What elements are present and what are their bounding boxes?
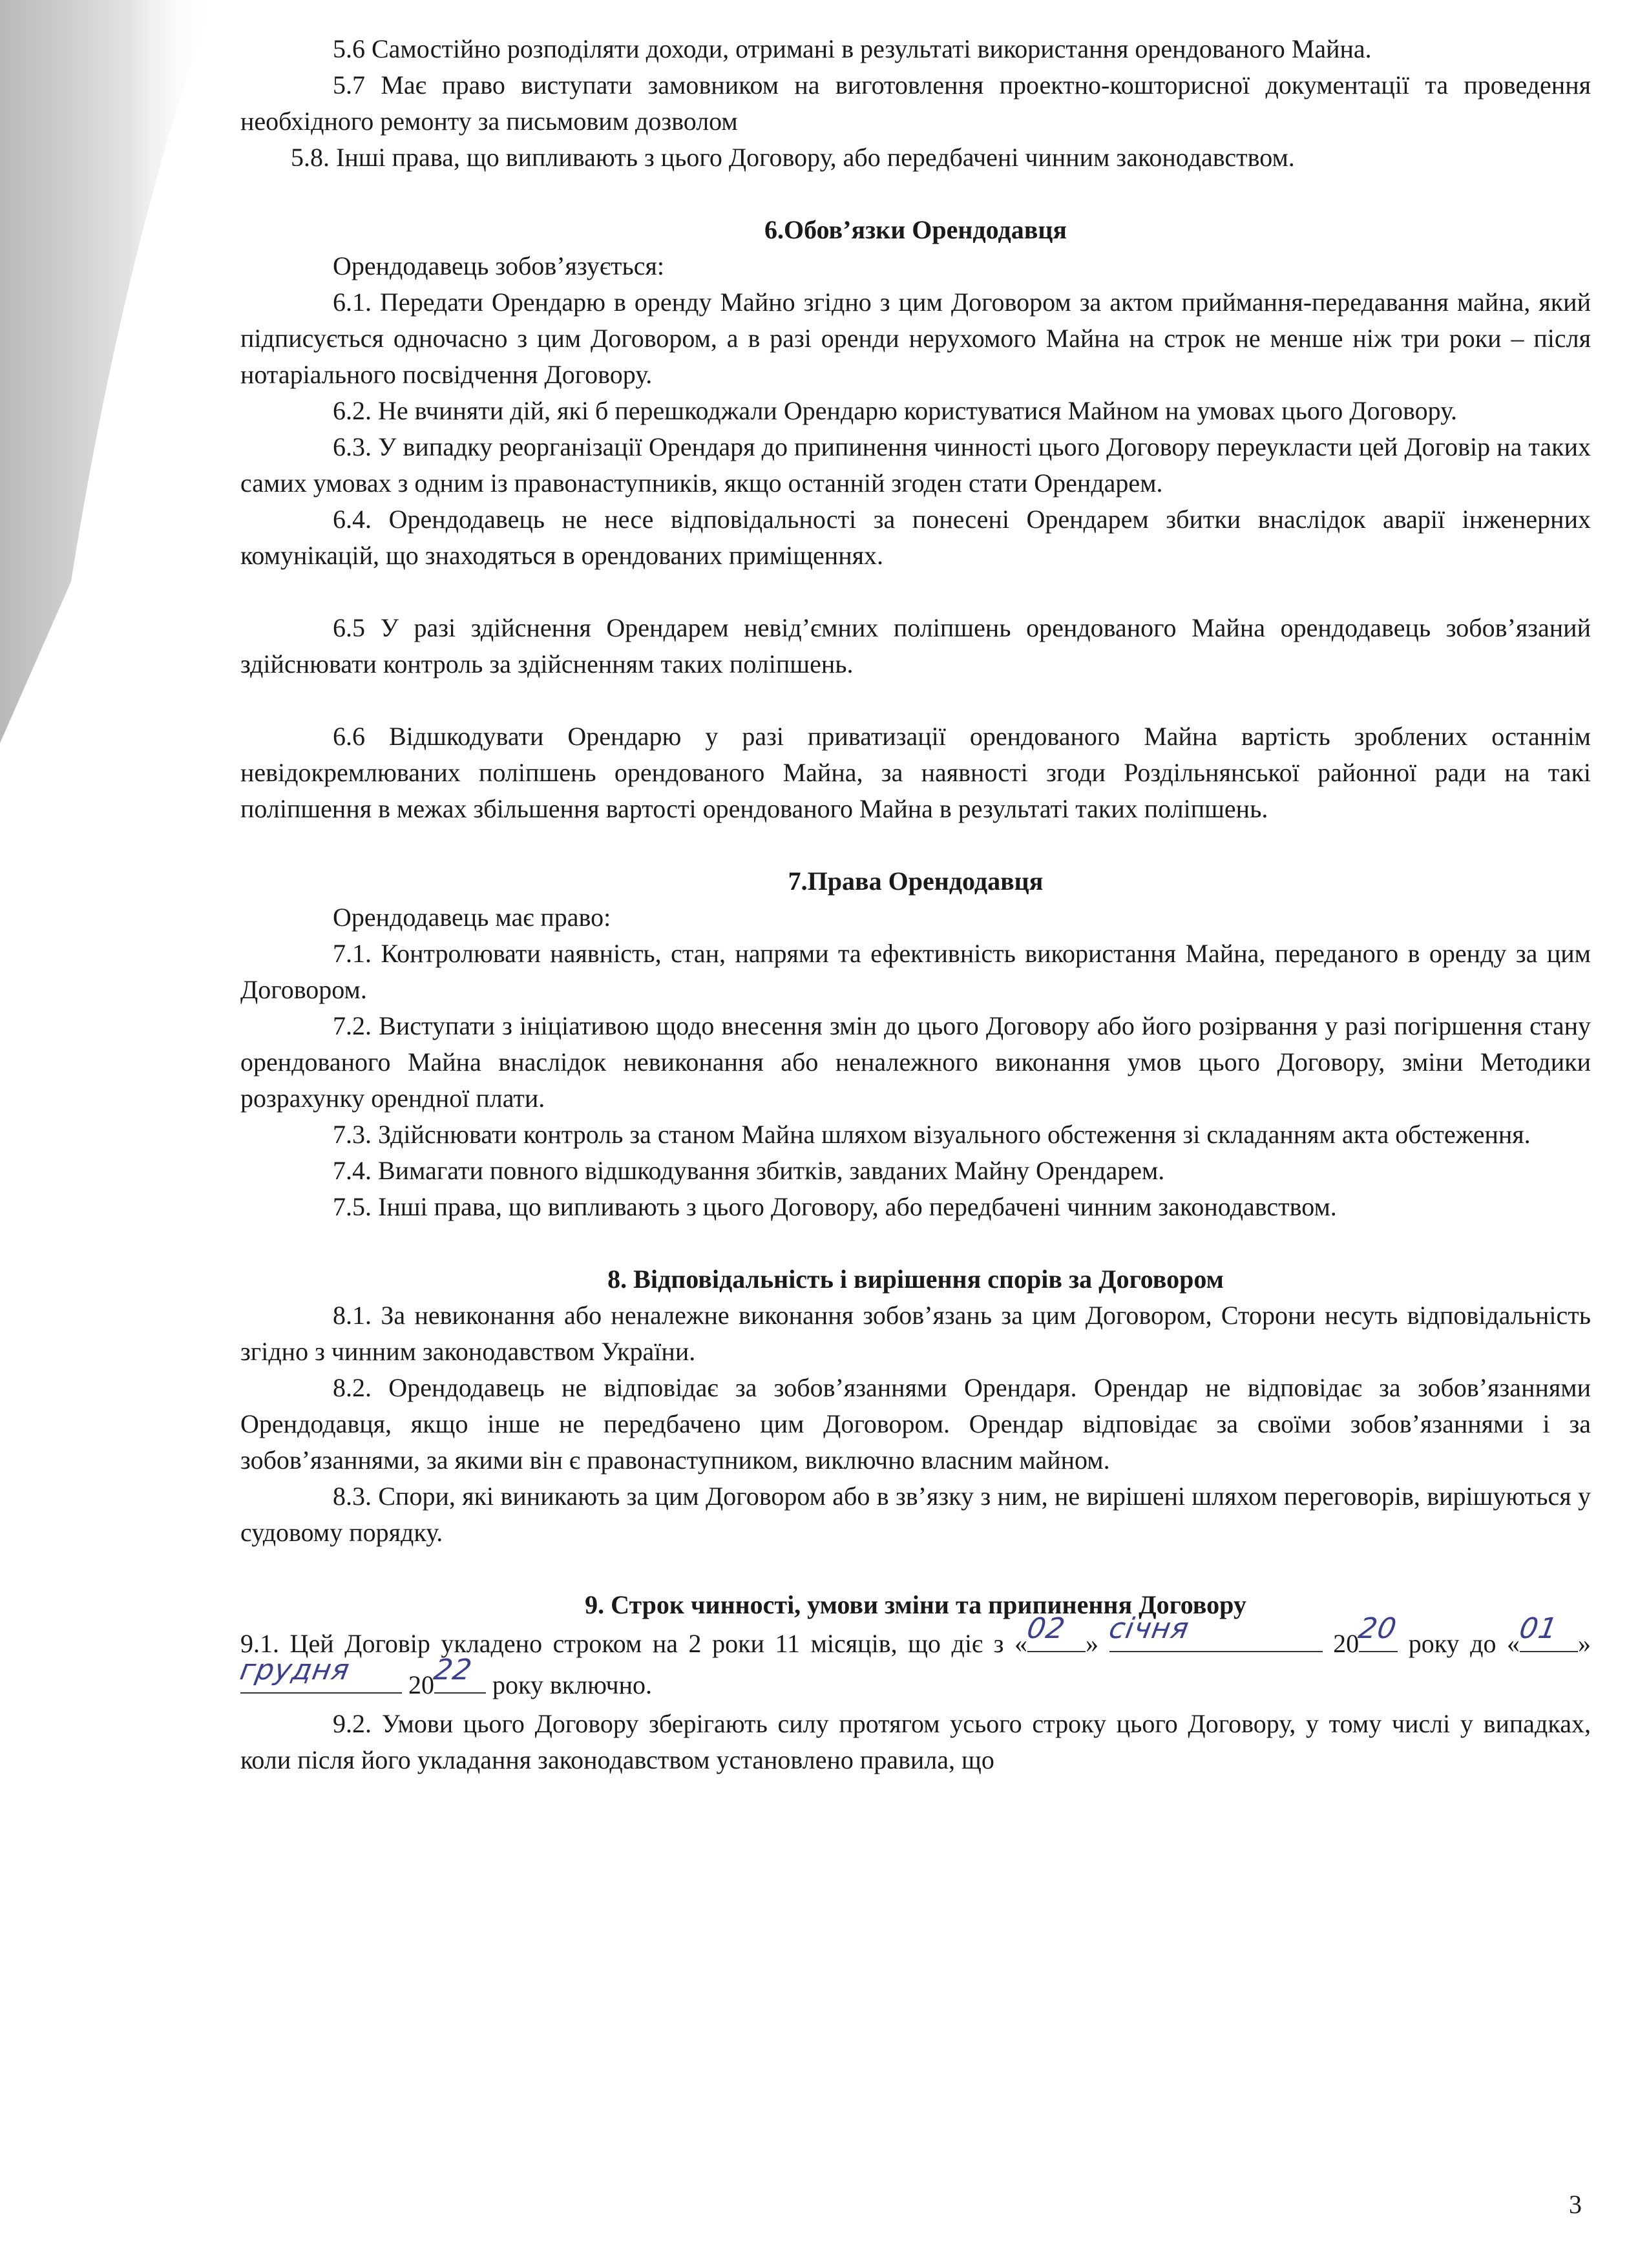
end-day-field xyxy=(1517,1612,1578,1652)
section-6-intro: Орендодавець зобов’язується: xyxy=(333,251,665,280)
paragraph-7-1: 7.1. Контролювати наявність, стан, напрями та ефективність використання Майна, переданого в оренду за цим Договором. xyxy=(240,939,1591,1004)
section-8-title: 8. Відповідальність і вирішення спорів за Договором xyxy=(607,1265,1224,1294)
section-6-title: 6.Обов’язки Орендодавця xyxy=(764,215,1067,244)
section-7-title: 7.Права Орендодавця xyxy=(788,866,1044,896)
clause-text: » xyxy=(1086,1629,1109,1658)
paragraph-9-2: 9.2. Умови цього Договору зберігають силу протягом усього строку цього Договору, у тому числі у випадках, коли після його укладання законодавством установлено правила, що xyxy=(240,1709,1591,1774)
start-month-field xyxy=(1106,1612,1323,1652)
section-9-title: 9. Строк чинності, умови зміни та припинення Договору xyxy=(585,1590,1246,1619)
handwritten-start-day: 02 xyxy=(1024,1612,1068,1645)
end-month-field xyxy=(237,1654,402,1694)
paragraph-8-2: 8.2. Орендодавець не відповідає за зобов’язаннями Орендаря. Орендар не відповідає за зобов’язаннями Орендодавця, якщо інше не передбачено цим Договором. Орендар відповідає за своїми зобов’язаннями і за зобов’язаннями, за якими він є правонаступником, виключно власним майном. xyxy=(240,1373,1591,1475)
start-day-field xyxy=(1024,1612,1086,1652)
clause-text: року до « xyxy=(1398,1629,1520,1658)
clause-text: 20 xyxy=(1322,1629,1360,1658)
clause-text: року включно. xyxy=(486,1670,653,1699)
paragraph-9-1 xyxy=(237,1612,1591,1706)
paragraph-5-6: 5.6 Самостійно розподіляти доходи, отримані в результаті використання орендованого Майна. xyxy=(333,34,1372,63)
paragraph-7-2: 7.2. Виступати з ініціативою щодо внесення змін до цього Договору або його розірвання у разі погіршення стану орендованого Майна внаслідок невиконання або неналежного виконання умов цього Договору, зміни Методики розрахунку орендної плати. xyxy=(240,1011,1591,1113)
paragraph-7-3: 7.3. Здійснювати контроль за станом Майна шляхом візуального обстеження зі складанням акта обстеження. xyxy=(333,1120,1531,1149)
paragraph-7-4: 7.4. Вимагати повного відшкодування збитків, завданих Майну Орендарем. xyxy=(333,1156,1165,1185)
start-year-field xyxy=(1356,1612,1400,1652)
paragraph-6-6: 6.6 Відшкодувати Орендарю у разі приватизації орендованого Майна вартість зроблених останнім невідокремлюваних поліпшень орендованого Майна, за наявності згоди Роздільнянської районної ради на такі поліпшення в межах збільшення вартості орендованого Майна в результаті таких поліпшень. xyxy=(240,722,1591,823)
paragraph-8-1: 8.1. За невиконання або неналежне виконання зобов’язань за цим Договором, Сторони несуть відповідальність згідно з чинним законодавством України. xyxy=(240,1301,1591,1366)
paragraph-6-2: 6.2. Не вчиняти дій, які б перешкоджали Орендарю користуватися Майном на умовах цього Договору. xyxy=(333,396,1458,425)
paragraph-7-5: 7.5. Інші права, що випливають з цього Договору, або передбачені чинним законодавством. xyxy=(333,1192,1337,1221)
section-7-intro: Орендодавець має право: xyxy=(333,903,611,932)
paragraph-6-1: 6.1. Передати Орендарю в оренду Майно згідно з цим Договором за актом приймання-передавання майна, який підписується одночасно з цим Договором, а в разі оренди нерухомого Майна на строк не менше ніж три роки – після нотаріального посвідчення Договору. xyxy=(240,288,1591,389)
page-curl-shadow xyxy=(0,0,233,2268)
paragraph-6-3: 6.3. У випадку реорганізації Орендаря до припинення чинності цього Договору переукласти цей Договір на таких самих умовах з одним із правонаступників, якщо останній згоден стати Орендарем. xyxy=(240,432,1591,498)
paragraph-6-4: 6.4. Орендодавець не несе відповідальності за понесені Орендарем збитки внаслідок аварії інженерних комунікацій, що знаходяться в орендованих приміщеннях. xyxy=(240,505,1591,570)
paragraph-8-3: 8.3. Спори, які виникають за цим Договором або в зв’язку з ним, не вирішені шляхом переговорів, вирішуються у судовому порядку. xyxy=(240,1482,1591,1547)
clause-text: 9.1. Цей Договір укладено строком на 2 роки 11 місяців, що діє з « xyxy=(240,1629,1028,1658)
handwritten-start-year: 20 xyxy=(1356,1612,1400,1645)
handwritten-end-month: грудня xyxy=(237,1654,353,1686)
handwritten-end-year: 22 xyxy=(431,1654,475,1686)
paragraph-6-5: 6.5 У разі здійснення Орендарем невід’ємних поліпшень орендованого Майна орендодавець зобов’язаний здійснювати контроль за здійсненням таких поліпшень. xyxy=(240,613,1591,678)
page-number: 3 xyxy=(1569,2190,1582,2219)
paragraph-5-8: 5.8. Інші права, що випливають з цього Договору, або передбачені чинним законодавством. xyxy=(291,143,1295,172)
clause-text: 20 xyxy=(402,1670,434,1699)
handwritten-end-day: 01 xyxy=(1517,1612,1560,1645)
paragraph-5-7: 5.7 Має право виступати замовником на виготовлення проектно-кошторисної документації та проведення необхідного ремонту за письмовим дозволом xyxy=(240,70,1591,136)
end-year-field xyxy=(431,1654,486,1694)
handwritten-start-month: січня xyxy=(1106,1612,1192,1645)
document-page xyxy=(237,0,1591,1778)
clause-text: » xyxy=(1578,1629,1591,1658)
